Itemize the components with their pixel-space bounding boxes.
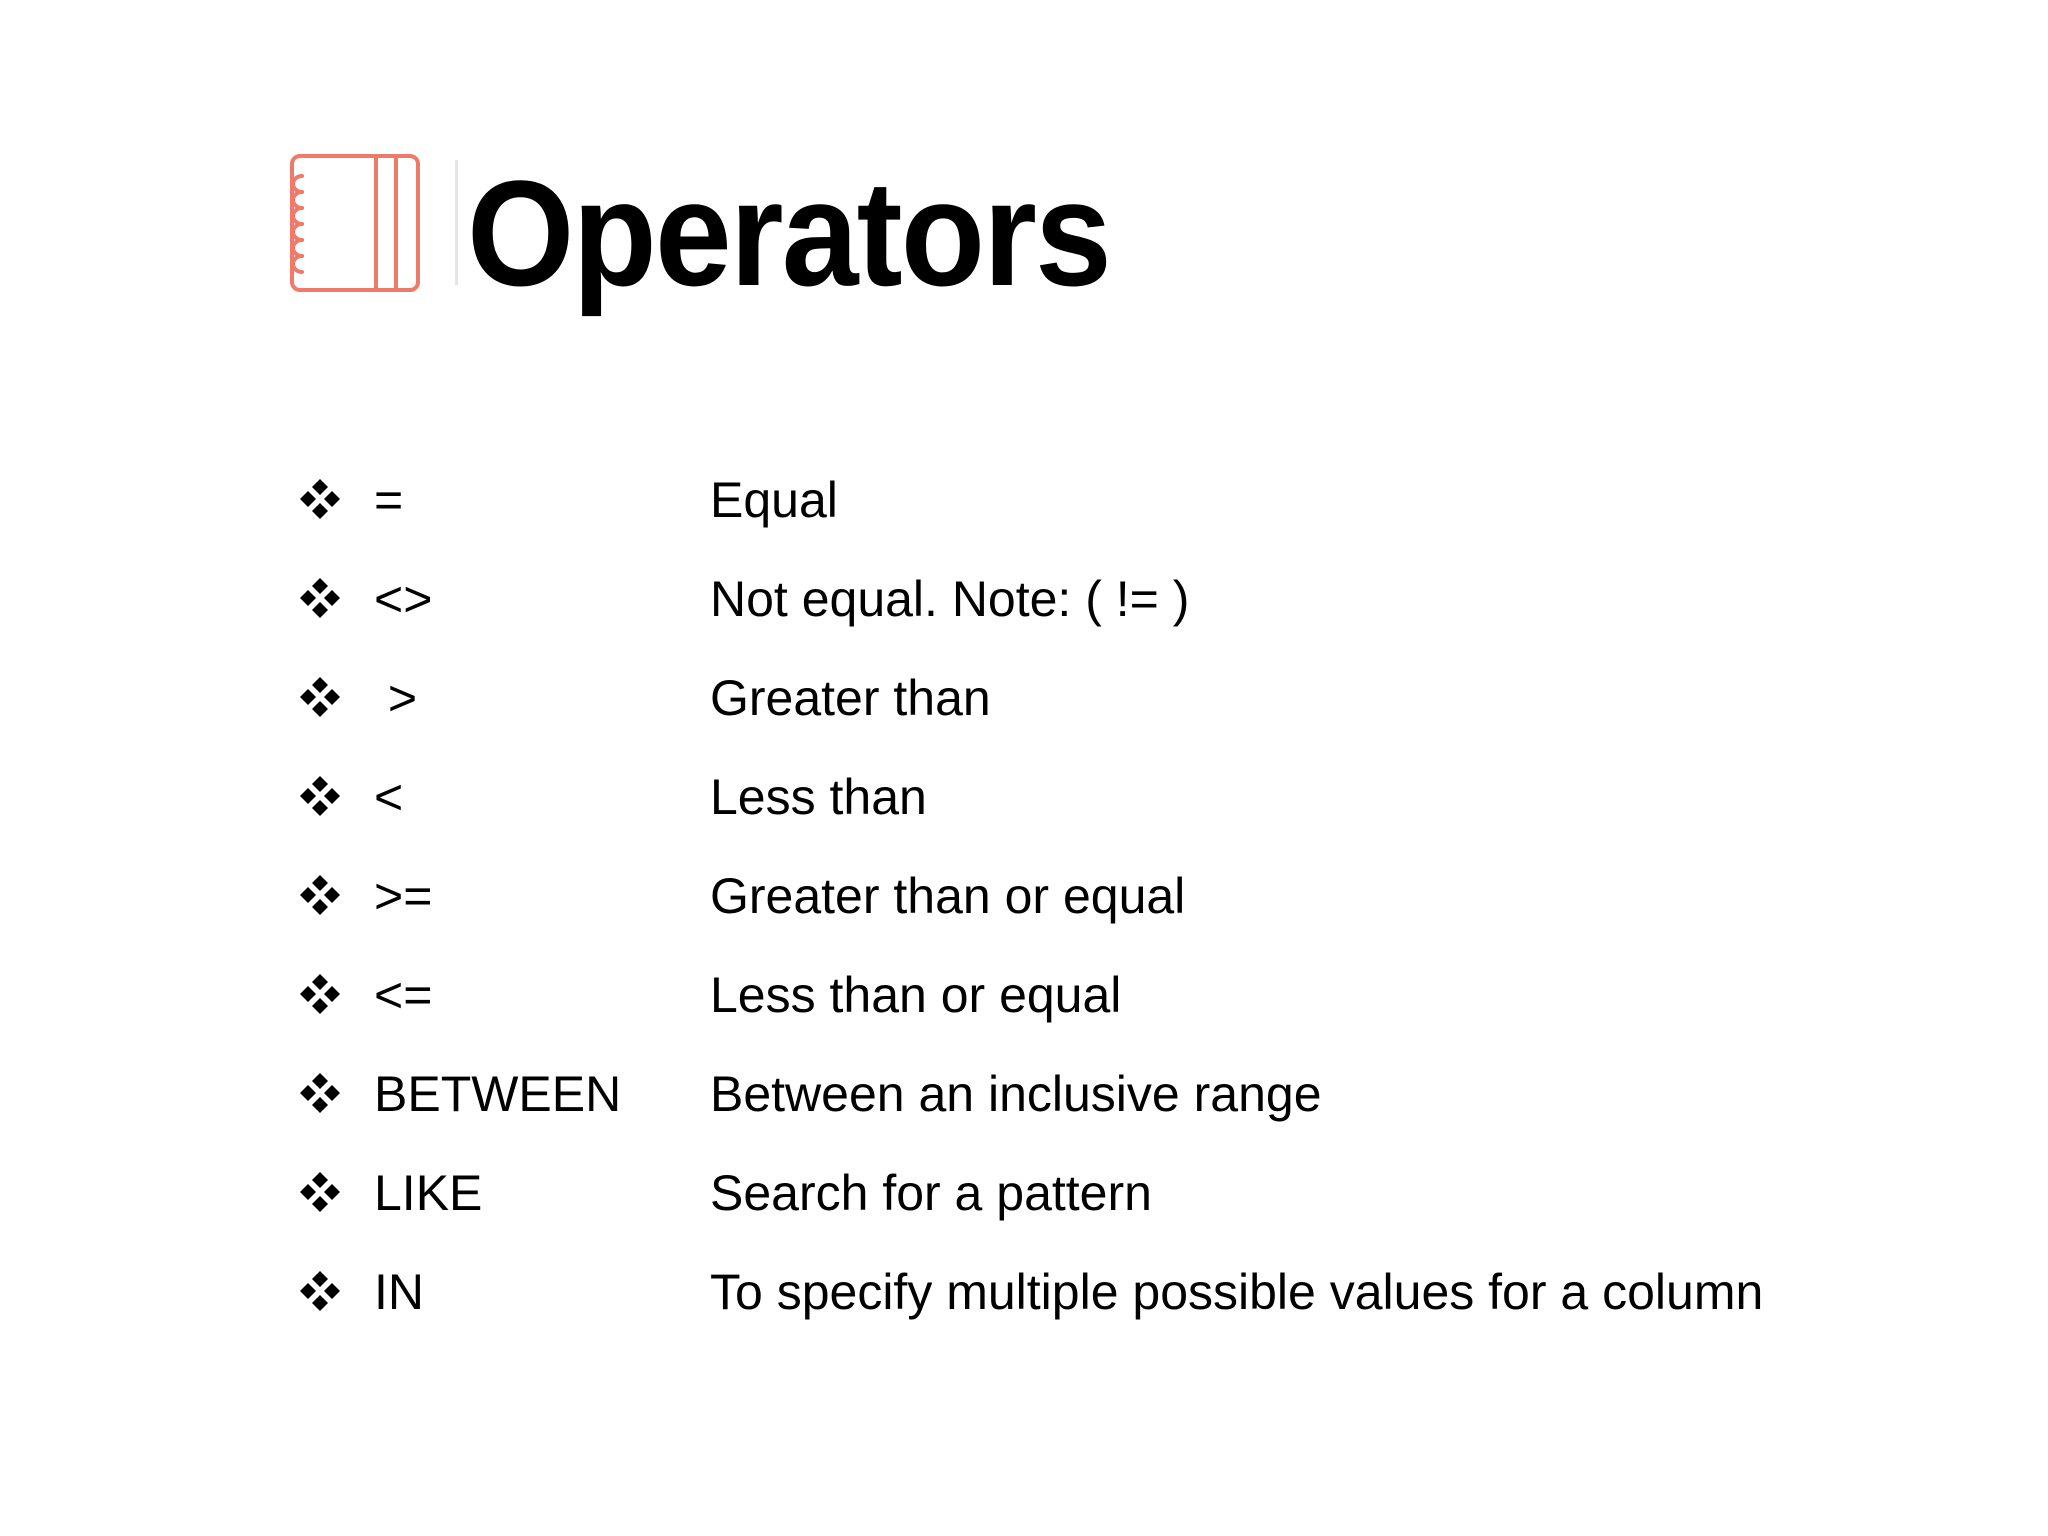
- operator-symbol: =: [374, 472, 404, 528]
- operator-description: Greater than: [710, 670, 991, 726]
- operator-description: Less than or equal: [710, 967, 1122, 1023]
- operator-symbol: IN: [374, 1264, 424, 1320]
- list-item: [298, 960, 1948, 1059]
- title-divider: [455, 160, 458, 285]
- operator-description: Between an inclusive range: [710, 1066, 1322, 1122]
- operator-description: Equal: [710, 472, 838, 528]
- four-diamond-bullet-icon: [298, 675, 342, 719]
- list-item: [298, 465, 1948, 564]
- list-item: [298, 762, 1948, 861]
- operator-description: Search for a pattern: [710, 1165, 1152, 1221]
- notebook-icon: [278, 152, 424, 294]
- operator-description: Greater than or equal: [710, 868, 1186, 924]
- list-item: [298, 861, 1948, 960]
- four-diamond-bullet-icon: [298, 774, 342, 818]
- four-diamond-bullet-icon: [298, 972, 342, 1016]
- list-item: [298, 1257, 1948, 1356]
- operator-symbol: <: [374, 769, 404, 825]
- operator-description: Not equal. Note: ( != ): [710, 571, 1190, 627]
- list-item: [298, 564, 1948, 663]
- four-diamond-bullet-icon: [298, 873, 342, 917]
- list-item: [298, 1158, 1948, 1257]
- slide-title: Operators: [467, 149, 1110, 317]
- operator-symbol: BETWEEN: [374, 1066, 622, 1122]
- operator-symbol: >=: [374, 868, 433, 924]
- list-item: [298, 1059, 1948, 1158]
- operator-list: [298, 465, 1948, 1356]
- four-diamond-bullet-icon: [298, 576, 342, 620]
- four-diamond-bullet-icon: [298, 1170, 342, 1214]
- four-diamond-bullet-icon: [298, 477, 342, 521]
- operator-symbol: <>: [374, 571, 433, 627]
- operator-symbol: LIKE: [374, 1165, 483, 1221]
- four-diamond-bullet-icon: [298, 1071, 342, 1115]
- operator-description: Less than: [710, 769, 927, 825]
- list-item: [298, 663, 1948, 762]
- operator-description: To specify multiple possible values for a column: [710, 1264, 1764, 1320]
- four-diamond-bullet-icon: [298, 1269, 342, 1313]
- operator-symbol: <=: [374, 967, 433, 1023]
- operator-symbol: >: [374, 670, 418, 726]
